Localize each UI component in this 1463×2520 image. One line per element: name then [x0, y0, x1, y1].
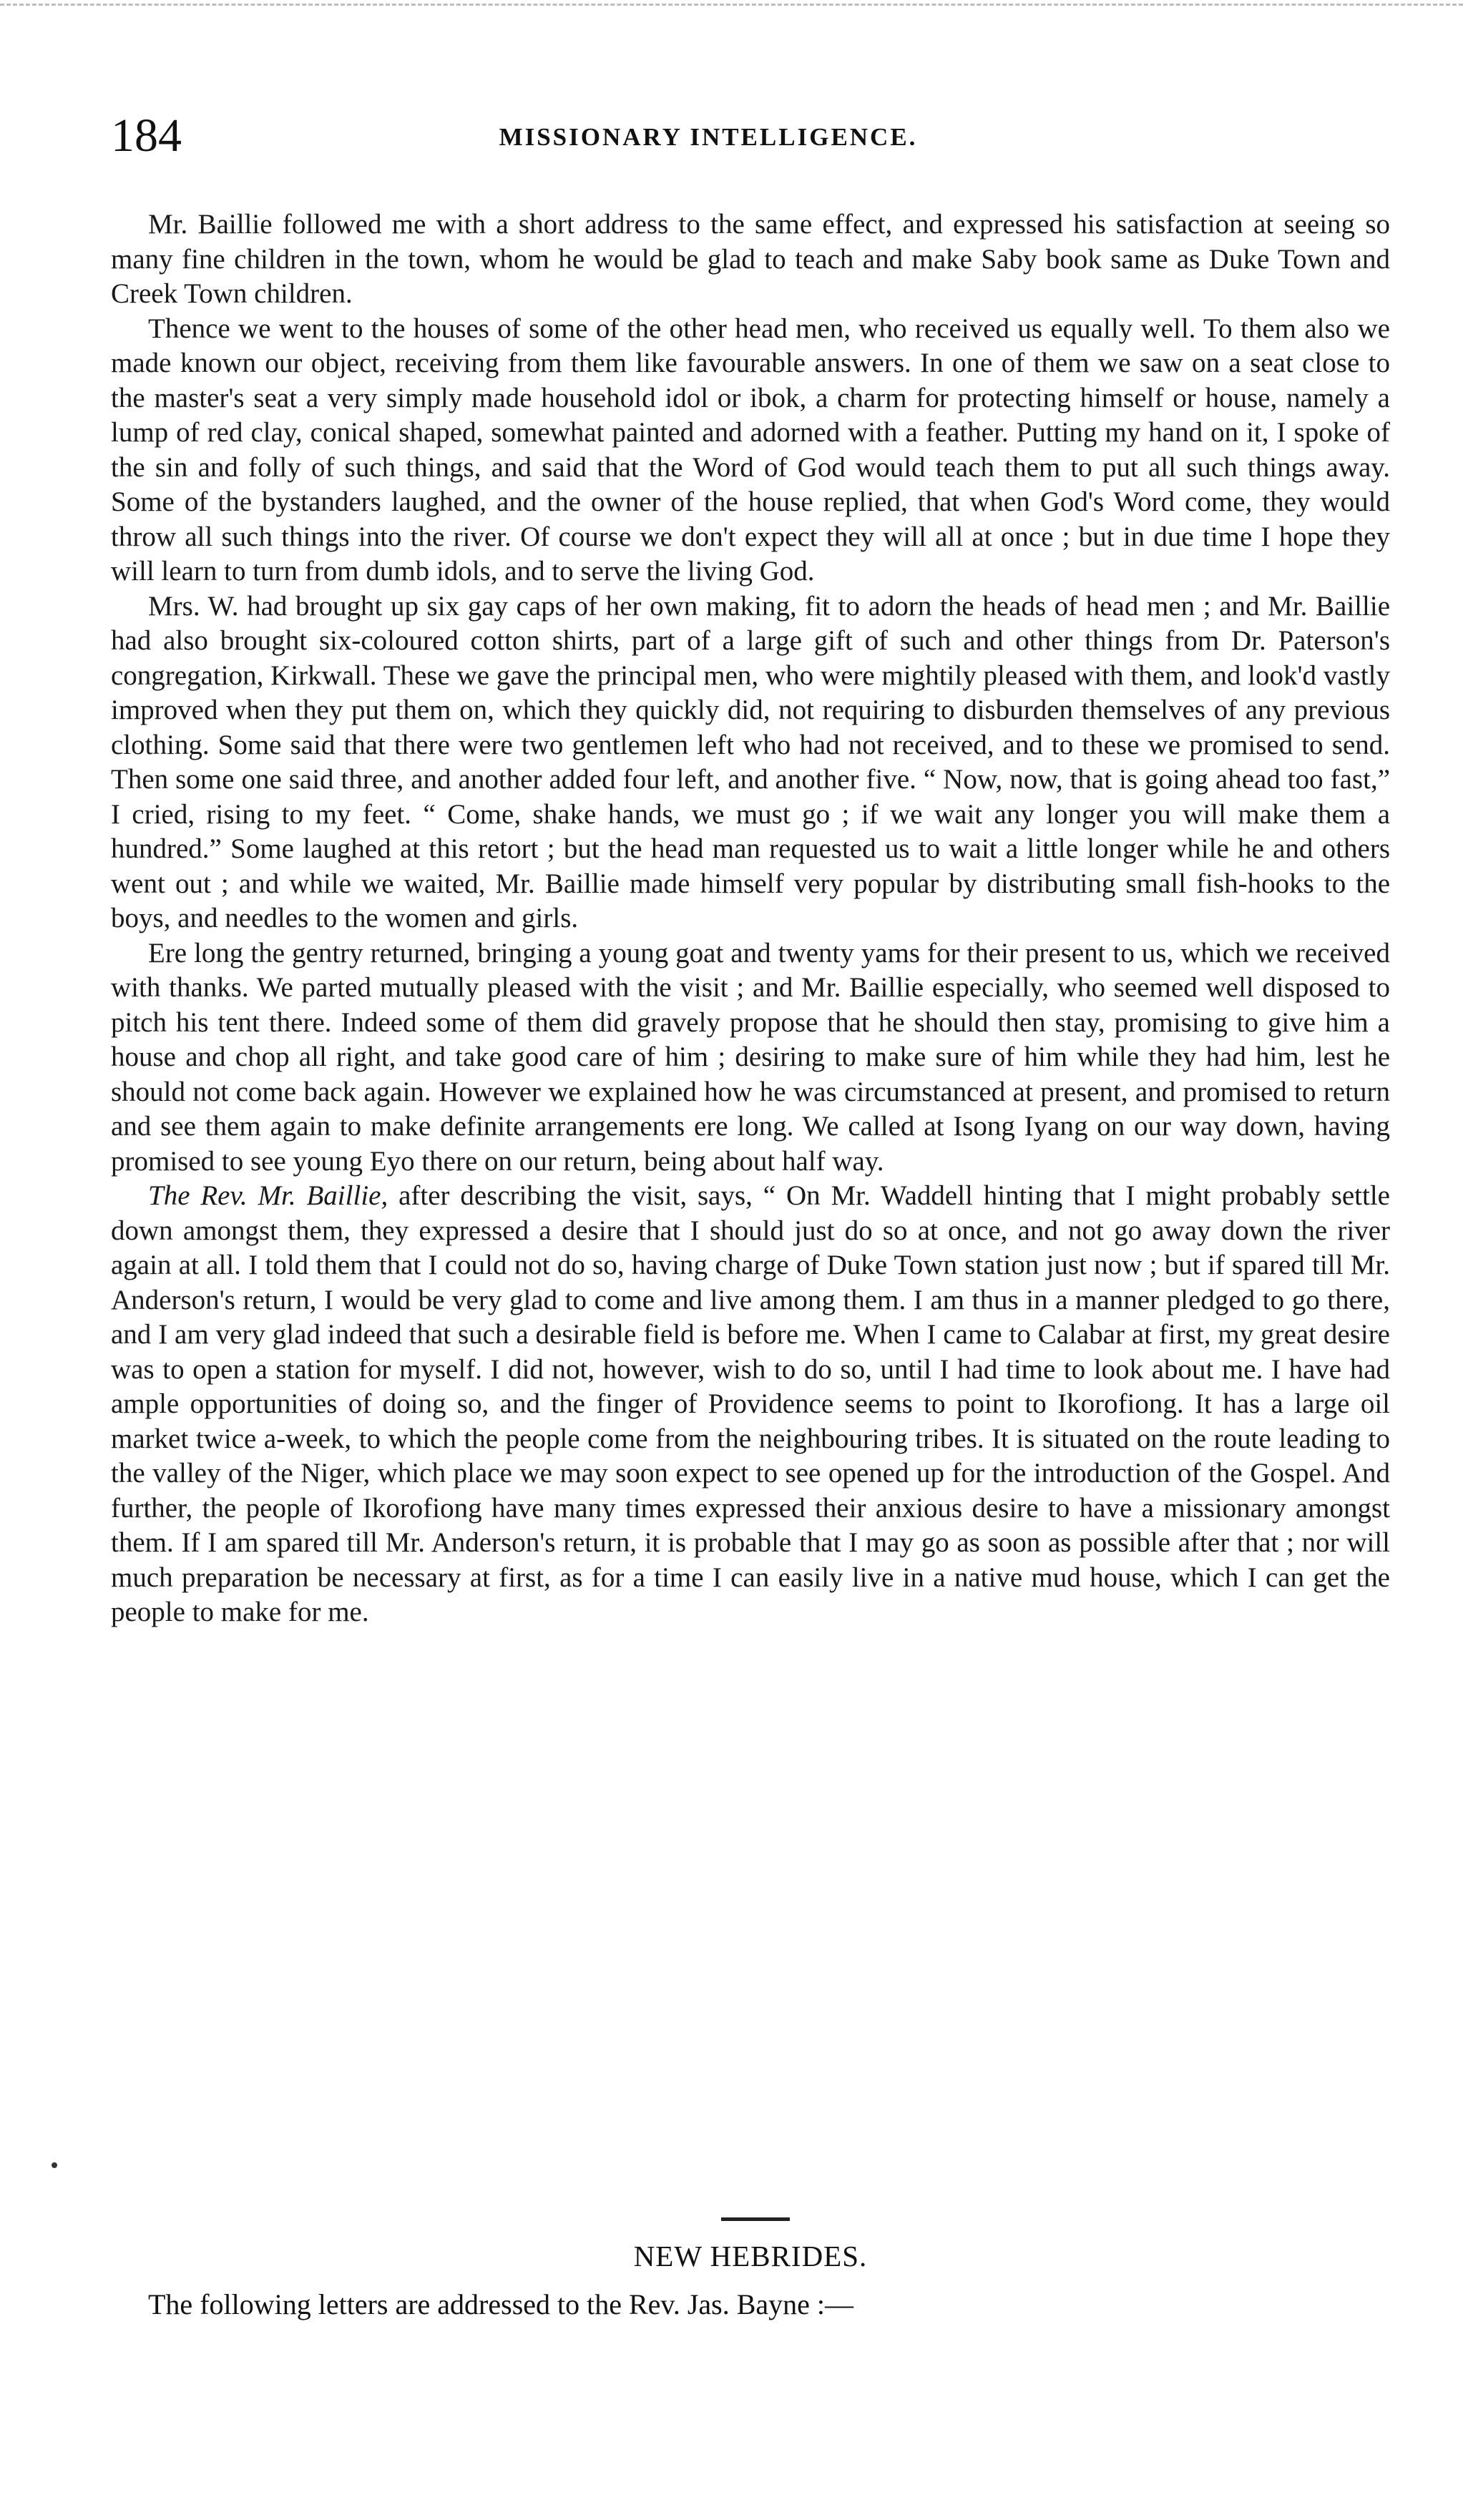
- paragraph-head-men-visit: Thence we went to the houses of some of the other head men, who received us equally well. To them also we made known our object, receiving from them like favourable answers. In one of them we saw on a seat close to the master's seat a very simply made household idol or ibok, a charm for protecting himself or house, namely a lump of red clay, conical shaped, somewhat painted and adorned with a feather. Putting my hand on it, I spoke of the sin and folly of such things, and said that the Word of God would teach them to put all such things away. Some of the bystanders laughed, and the owner of the house replied, that when God's Word come, they would throw all such things into the river. Of course we don't expect they will all at once ; but in due time I hope they will learn to turn from dumb idols, and to serve the living God.: [111, 313, 1390, 587]
- section-heading: NEW HEBRIDES.: [633, 2240, 868, 2273]
- paragraph-baillie-letter: [111, 1179, 1390, 1630]
- baillie-lead: The Rev. Mr. Baillie,: [148, 1180, 388, 1211]
- page-number: 184: [111, 109, 182, 162]
- running-head: [111, 107, 1377, 172]
- margin-mark: [52, 2162, 57, 2168]
- section-separator: [721, 2217, 790, 2221]
- baillie-body: after describing the visit, says, “ On Mr. Waddell hinting that I might probably settle down amongst them, they expressed a desire that I should just do so at once, and not go away down the river again at all. I told them that I could not do so, having charge of Duke Town station just now ; but if spared till Mr. Anderson's return, I would be very glad to come and live among them. I am thus in a manner pledged to go there, and I am very glad indeed that such a desirable field is before me. When I came to Calabar at first, my great desire was to open a station for myself. I did not, however, wish to do so, until I had time to look about me. I have had ample opportunities of doing so, and the finger of Providence seems to point to Ikorofiong. It has a large oil market twice a-week, to which the people come from the neighbouring tribes. It is situated on the route leading to the valley of the Niger, which place we may soon expect to see opened up for the introduction of the Gospel. And further, the people of Ikorofiong have many times expressed their anxious desire to have a missionary amongst them. If I am spared till Mr. Anderson's return, it is probable that I may go as soon as possible after that ; nor will much preparation be necessary at first, as for a time I can easily live in a native mud house, which I can get the people to make for me.: [111, 1180, 1390, 1627]
- section-intro: The following letters are addressed to the Rev. Jas. Bayne :—: [148, 2288, 854, 2320]
- paragraph-gifts: Mrs. W. had brought up six gay caps of her own making, fit to adorn the heads of head men ; and Mr. Baillie had also brought six-coloured cotton shirts, part of a large gift of such and other things from Dr. Paterson's congregation, Kirkwall. These we gave the principal men, who were mightily pleased with them, and look'd vastly improved when they put them on, which they quickly did, not requiring to disburden themselves of any previous clothing. Some said that there were two gentlemen left who had not received, and to these we promised to send. Then some one said three, and another added four left, and another five. “ Now, now, that is going ahead too fast,” I cried, rising to my feet. “ Come, shake hands, we must go ; if we wait any longer you will make them a hundred.” Some laughed at this retort ; but the head man requested us to wait a little longer while he and others went out ; and while we waited, Mr. Baillie made himself very popular by distributing small fish-hooks to the boys, and needles to the women and girls.: [111, 590, 1390, 933]
- paragraph-baillie-address: Mr. Baillie followed me with a short address to the same effect, and expressed his satisfaction at seeing so many fine children in the town, whom he would be glad to teach and make Saby book same as Duke Town and Creek Town children.: [111, 209, 1390, 309]
- article-body: [111, 207, 1390, 1630]
- paragraph-return-gifts: Ere long the gentry returned, bringing a young goat and twenty yams for their present to us, which we received with thanks. We parted mutually pleased with the visit ; and Mr. Baillie especially, who seemed well disposed to pitch his tent there. Indeed some of them did gravely propose that he should then stay, promising to give him a house and chop all right, and take good care of him ; desiring to make sure of him while they had him, lest he should not come back again. However we explained how he was circumstanced at present, and promised to return and see them again to make definite arrangements ere long. We called at Isong Iyang on our way down, having promised to see young Eyo there on our return, being about half way.: [111, 937, 1390, 1177]
- running-title: MISSIONARY INTELLIGENCE.: [499, 123, 918, 151]
- top-edge-rule: [0, 0, 1463, 6]
